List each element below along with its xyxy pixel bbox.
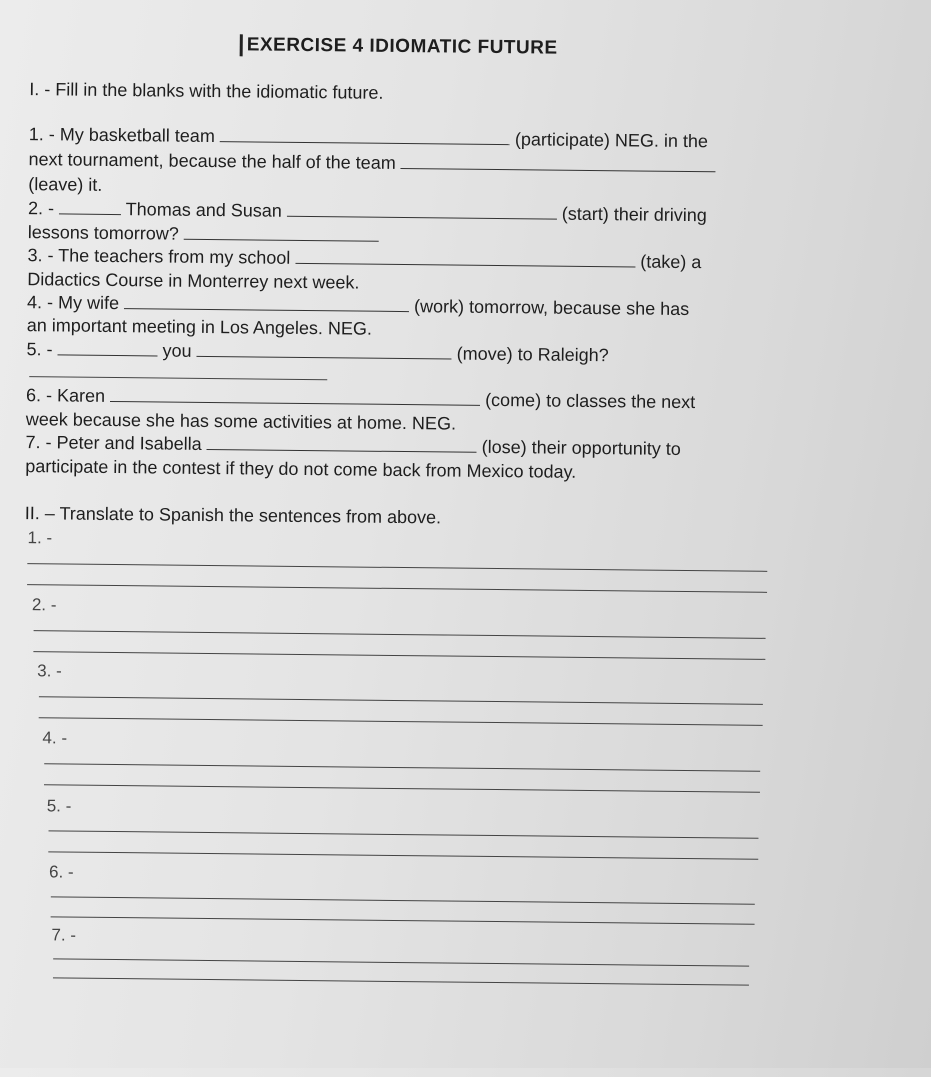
blank-4[interactable]	[124, 294, 409, 312]
translation-number-4: 4. -	[42, 728, 68, 748]
translation-number-2: 2. -	[31, 595, 57, 615]
blank-5a[interactable]	[58, 340, 158, 356]
translation-line-6b[interactable]	[51, 916, 755, 924]
translation-number-6: 6. -	[48, 862, 74, 882]
blank-1b[interactable]	[401, 154, 716, 172]
part2-instruction: II. – Translate to Spanish the sentences from above.	[24, 503, 442, 528]
sentence-1-line-2: next tournament, because the half of the team	[28, 148, 715, 177]
blank-2c[interactable]	[184, 225, 379, 242]
translation-line-7a[interactable]	[53, 958, 749, 966]
translation-line-2b[interactable]	[33, 651, 765, 660]
sentence-7-line-2: participate in the contest if they do not come back from Mexico today.	[25, 456, 577, 482]
part1-instruction: I. - Fill in the blanks with the idiomatic future.	[29, 79, 384, 103]
translation-line-5b[interactable]	[48, 851, 758, 859]
translation-line-7b[interactable]	[53, 977, 749, 985]
translation-line-5a[interactable]	[49, 830, 759, 838]
sentence-6-line-2: week because she has some activities at home. NEG.	[25, 409, 457, 434]
blank-2a[interactable]	[59, 199, 121, 215]
translation-line-3b[interactable]	[39, 717, 763, 726]
sentence-6-line-1: 6. - Karen (come) to classes the next	[25, 385, 696, 413]
translation-line-1a[interactable]	[27, 563, 767, 572]
translation-line-3a[interactable]	[39, 696, 763, 705]
sentence-4-line-2: an important meeting in Los Angeles. NEG.	[26, 315, 373, 339]
translation-number-5: 5. -	[46, 796, 72, 816]
sentence-3-line-1: 3. - The teachers from my school (take) a	[27, 245, 702, 273]
exercise-title: EXERCISE 4 IDIOMATIC FUTURE	[240, 34, 558, 59]
blank-7[interactable]	[207, 435, 477, 453]
sentence-1-line-3: (leave) it.	[28, 174, 103, 195]
translation-line-4b[interactable]	[44, 784, 760, 792]
sentence-1-line-1: 1. - My basketball team (participate) NEG. in the	[28, 124, 709, 152]
blank-3[interactable]	[295, 249, 635, 268]
translation-line-2a[interactable]	[34, 630, 766, 639]
sentence-2-line-1: 2. - Thomas and Susan (start) their driving	[27, 198, 707, 226]
translation-line-6a[interactable]	[51, 896, 755, 904]
sentence-4-line-1: 4. - My wife (work) tomorrow, because she has	[26, 292, 690, 320]
translation-number-1: 1. -	[27, 528, 53, 548]
sentence-5-line-1: 5. - you (move) to Raleigh?	[26, 339, 609, 366]
blank-2b[interactable]	[287, 202, 557, 220]
translation-line-4a[interactable]	[44, 763, 760, 771]
translation-number-3: 3. -	[37, 661, 62, 681]
translation-line-1b[interactable]	[27, 584, 767, 593]
sentence-2-line-2: lessons tomorrow?	[28, 221, 379, 247]
translation-number-7: 7. -	[51, 925, 77, 945]
sentence-7-line-1: 7. - Peter and Isabella (lose) their opportunity to	[25, 432, 681, 459]
blank-5b[interactable]	[197, 342, 452, 360]
blank-1[interactable]	[220, 127, 510, 145]
blank-6[interactable]	[110, 387, 480, 406]
blank-5c[interactable]	[29, 376, 327, 380]
sentence-3-line-2: Didactics Course in Monterrey next week.	[27, 269, 360, 293]
